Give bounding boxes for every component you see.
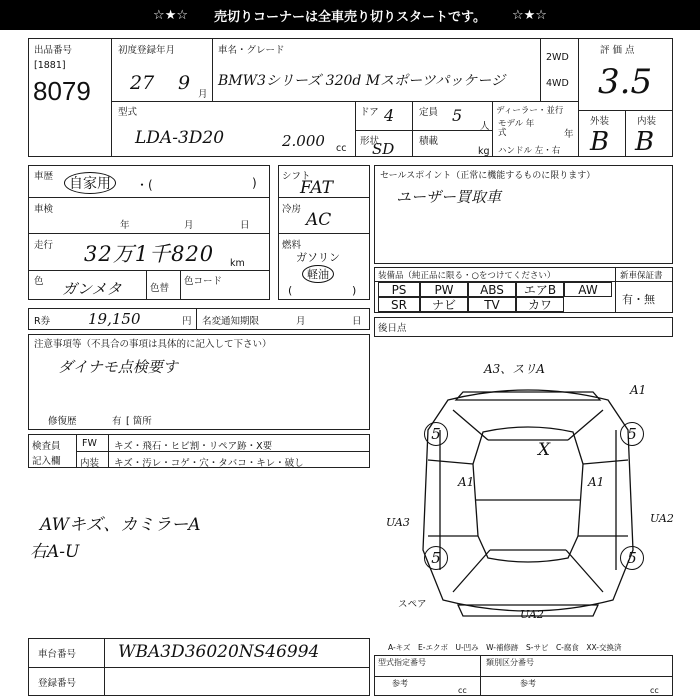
chassis-value: WBA3D36020NS46994: [118, 642, 320, 662]
lot-label: 出品番号: [34, 45, 73, 56]
banner-stars-left: ☆★☆: [153, 7, 189, 23]
shift-value: FAT: [300, 178, 334, 198]
damage-a1-tr: A1: [630, 383, 647, 397]
mileage-value: 32万1千820: [84, 242, 215, 266]
equipment-sr: SR: [378, 297, 420, 312]
lot-number: 8079: [33, 76, 91, 106]
inspector-label1: 検査員: [32, 441, 61, 452]
history-value: 自家用: [64, 172, 116, 194]
ref-label: 参考: [392, 679, 408, 688]
recycle-value: 19,150: [88, 310, 141, 328]
history-label: 車歴: [34, 171, 54, 182]
chassis-label: 車台番号: [38, 649, 77, 660]
fw-label: FW: [82, 438, 97, 449]
sales-point-value: ユーザー買取車: [396, 188, 502, 206]
equipment-pw: PW: [420, 282, 468, 297]
after-sale-box: [374, 317, 673, 337]
displacement-value: 2.000: [282, 132, 325, 150]
score-label: 評価点: [600, 45, 638, 56]
drive-4wd: 4WD: [546, 78, 569, 89]
equipment-aw: AW: [564, 282, 612, 297]
capacity-unit: 人: [480, 121, 490, 132]
model-label: 型式: [118, 107, 138, 118]
fuel-open: (: [288, 284, 293, 297]
name-change-month: 月: [296, 316, 306, 327]
equipment-leather: カワ: [516, 297, 564, 312]
inspector-interior-label: 内装: [80, 458, 100, 469]
load-label: 積載: [419, 136, 439, 147]
dealer-label: ディーラー・並行: [496, 106, 564, 116]
damage-top: A3、スリA: [484, 362, 545, 376]
mileage-label: 走行: [34, 240, 54, 251]
banner-text: 売切りコーナーは全車売り切りスタートです。: [214, 9, 486, 25]
model-value: LDA-3D20: [135, 128, 225, 148]
capacity-value: 5: [452, 106, 463, 125]
registration-month: 9: [178, 72, 191, 94]
exterior-label: 外装: [590, 116, 610, 127]
recycle-box: [28, 308, 370, 330]
fw-items: キズ・飛石・ヒビ割・リペア跡・X要: [114, 441, 273, 452]
equipment-tv: TV: [468, 297, 516, 312]
car-label: 車名・グレード: [218, 45, 285, 56]
color-code-label: 色コード: [184, 276, 223, 287]
ref-label-2: 参考: [520, 679, 536, 688]
registration-label: 初度登録年月: [118, 45, 176, 56]
doors-label: ドア: [360, 107, 379, 118]
damage-x-mark: X: [538, 440, 551, 460]
repair-label: 修復歴: [48, 416, 77, 427]
recycle-unit: 円: [182, 316, 192, 327]
inspection-month: 月: [184, 220, 194, 231]
damage-ua2-bottom: UA2: [520, 608, 544, 621]
handwritten-note-1: AWキズ、カミラーA: [40, 515, 201, 535]
mileage-unit: km: [230, 258, 245, 269]
inspection-label: 車検: [34, 204, 54, 215]
exterior-value: B: [590, 127, 610, 157]
equipment-label: 装備品（純正品に限る・○をつけてください）: [378, 271, 556, 281]
genuine-value: 有・無: [622, 293, 655, 306]
legend-text: A-キズ E-エクボ U-凹み W-補修跡 S-サビ C-腐食 XX-交換済: [388, 643, 622, 652]
damage-ua3: UA3: [386, 516, 410, 529]
fuel-value: ガソリン: [296, 251, 340, 264]
equipment-ps: PS: [378, 282, 420, 297]
color-change-label: 色替: [150, 283, 170, 294]
color-label: 色: [34, 276, 44, 287]
repair-place-label: [ 箇所: [126, 416, 152, 427]
damage-a1-left: A1: [458, 475, 475, 489]
fuel-label: 燃料: [282, 240, 302, 251]
tire-rear-left: 5: [424, 546, 448, 570]
type-label: 型式指定番号: [378, 658, 426, 667]
inspection-day: 日: [240, 220, 250, 231]
repair-value: 有: [112, 416, 122, 427]
registration-month-unit: 月: [198, 89, 208, 100]
dealer-year-unit: 年: [564, 129, 574, 140]
interior-value: B: [635, 127, 655, 157]
history-open: ・(: [136, 178, 153, 192]
equipment-airbag: エアB: [516, 282, 564, 297]
shape-value: SD: [372, 140, 395, 158]
tire-front-left: 5: [424, 422, 448, 446]
capacity-label: 定員: [419, 107, 439, 118]
class-label: 類別区分番号: [486, 658, 534, 667]
handle-label: ハンドル 左・右: [498, 146, 561, 156]
registration-year: 27: [130, 72, 155, 94]
ac-label: 冷房: [282, 204, 302, 215]
history-value-wrap: [64, 172, 116, 194]
fuel-sub: 軽油: [302, 265, 334, 283]
cc-unit-2: cc: [650, 686, 659, 695]
car-name: BMW3シリーズ 320d Mスポーツパッケージ: [218, 73, 506, 89]
after-sale-label: 後日点: [378, 323, 407, 334]
name-change-day: 日: [352, 316, 362, 327]
damage-a1-right: A1: [588, 475, 605, 489]
fuel-close: ): [352, 284, 357, 297]
doors-value: 4: [384, 106, 395, 125]
load-unit: kg: [478, 146, 490, 157]
color-value: ガンメタ: [62, 280, 122, 298]
shape-label: 形状: [360, 136, 380, 147]
dealer-model-year-label: モデル 年式: [498, 119, 535, 138]
tire-front-right: 5: [620, 422, 644, 446]
cc-unit: cc: [458, 686, 467, 695]
spare-label: スペア: [398, 599, 427, 610]
name-change-label: 名変通知期限: [202, 316, 260, 327]
interior-label: 内装: [637, 116, 657, 127]
equipment-abs: ABS: [468, 282, 516, 297]
banner-stars-right: ☆★☆: [511, 7, 547, 23]
tire-rear-right: 5: [620, 546, 644, 570]
inspector-label2: 記入欄: [32, 456, 61, 467]
score-value: 3.5: [598, 62, 653, 102]
inspector-interior-items: キズ・汚レ・コゲ・穴・タバコ・キレ・破し: [114, 458, 304, 469]
drive-2wd: 2WD: [546, 52, 569, 63]
inspection-year: 年: [120, 220, 130, 231]
damage-ua2-right: UA2: [650, 512, 674, 525]
history-close: ): [252, 176, 257, 190]
genuine-label: 新車保証書: [620, 271, 663, 281]
equipment-navi: ナビ: [420, 297, 468, 312]
notes-value: ダイナモ点検要す: [58, 358, 178, 376]
shift-label: シフト: [282, 171, 311, 182]
handwritten-note-2: 右A-U: [30, 542, 80, 562]
fuel-sub-wrap: [302, 265, 334, 283]
ac-value: AC: [306, 210, 332, 230]
displacement-unit: cc: [336, 143, 347, 154]
notes-label: 注意事項等（不具合の事項は具体的に記入して下さい）: [34, 339, 272, 350]
banner: [0, 0, 700, 30]
sales-point-label: セールスポイント（正常に機能するものに限ります）: [380, 171, 596, 181]
reg-number-label: 登録番号: [38, 678, 77, 689]
car-diagram: [378, 360, 678, 630]
recycle-label: R券: [34, 316, 51, 327]
lot-sub: [1881]: [34, 60, 66, 71]
